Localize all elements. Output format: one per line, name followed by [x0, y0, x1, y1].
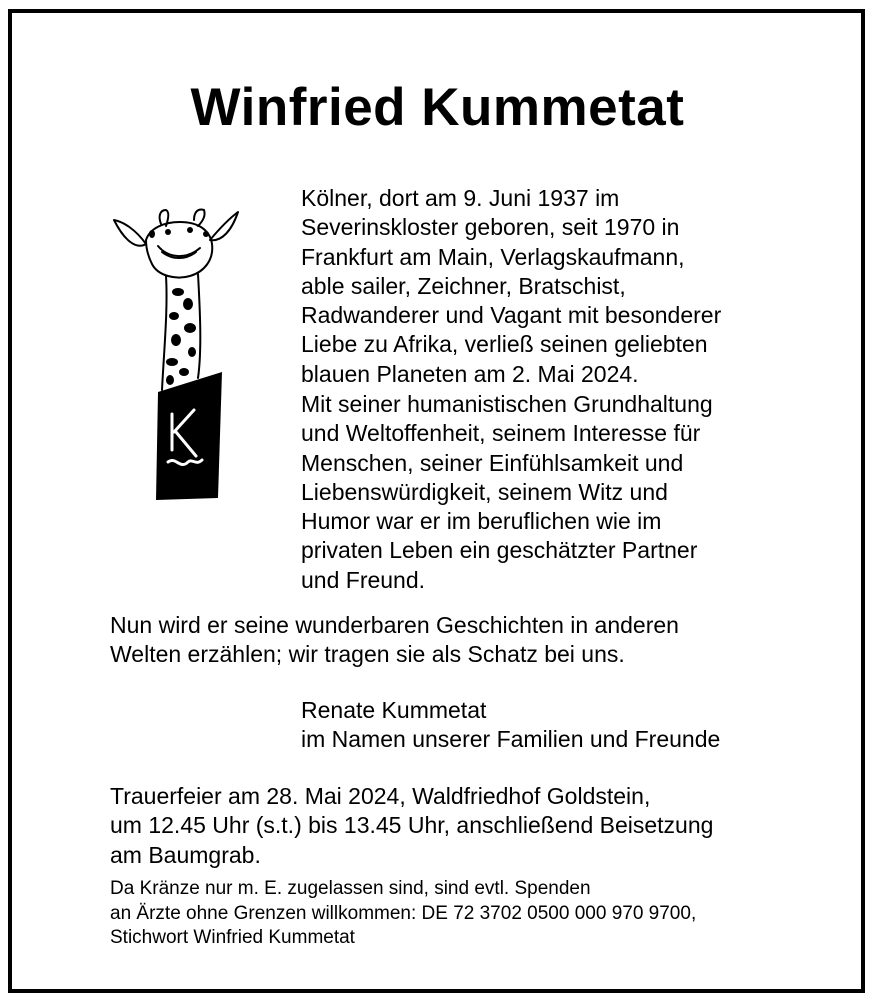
- closing-paragraph: Nun wird er seine wunderbaren Geschichten in anderen Welten erzählen; wir tragen sie als Schatz bei uns.: [110, 612, 679, 668]
- tribute-paragraph: Mit seiner humanistischen Grundhaltung und Weltoffenheit, seinem Interesse für Menschen, seiner Einfühlsamkeit und Liebenswürdigkeit, seinem Witz und Humor war er im beruflichen wie im privaten Leben ein geschätzter Partner und Freund.: [301, 391, 713, 593]
- deceased-name: Winfried Kummetat: [190, 78, 685, 137]
- donation-note: Da Kränze nur m. E. zugelassen sind, sind evtl. Spenden an Ärzte ohne Grenzen willkommen: DE 72 3702 0500 000 970 9700, Stichwort Winfried Kummetat: [110, 878, 697, 948]
- signature-block: Renate Kummetat im Namen unserer Familien und Freunde: [301, 697, 721, 753]
- biography-paragraph: Kölner, dort am 9. Juni 1937 im Severinskloster geboren, seit 1970 in Frankfurt am Main, Verlagskaufmann, able sailer, Zeichner, Bratschist, Radwanderer und Vagant mit besonderer Liebe zu Afrika, verließ seinen geliebten blauen Planeten am 2. Mai 2024.: [301, 185, 722, 387]
- giraffe-illustration-icon: [106, 200, 242, 500]
- funeral-service-info: Trauerfeier am 28. Mai 2024, Waldfriedhof Goldstein, um 12.45 Uhr (s.t.) bis 13.45 Uhr, anschließend Beisetzung am Baumgrab.: [110, 783, 714, 868]
